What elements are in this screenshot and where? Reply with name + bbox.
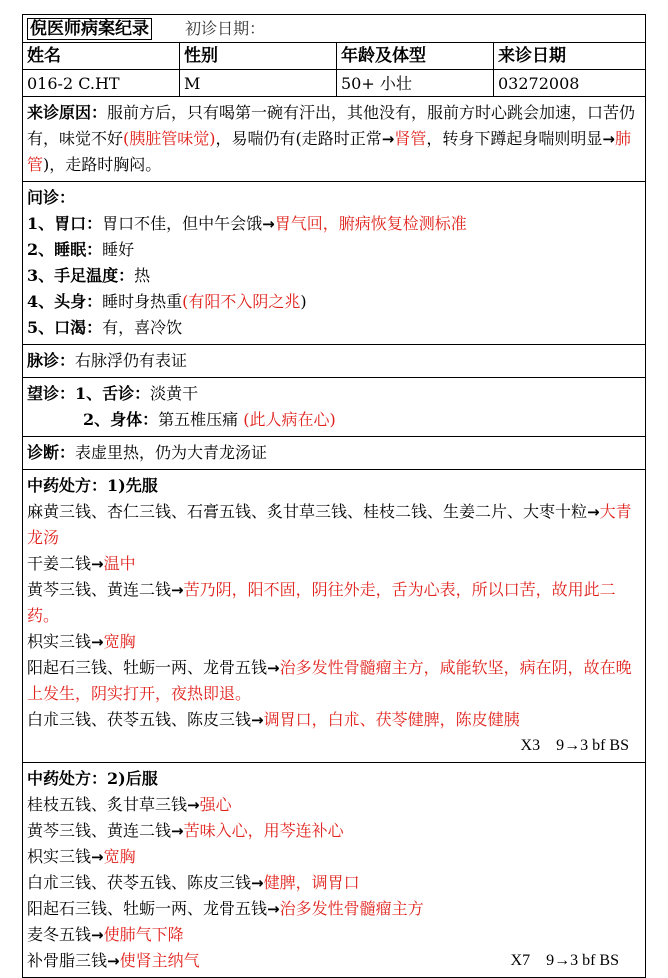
arrow-icon: →: [91, 848, 104, 866]
herb-text: 阳起石三钱、牡蛎一两、龙骨五钱: [27, 658, 268, 677]
arrow-icon: →: [587, 503, 600, 521]
prescription-item: [27, 499, 641, 551]
visit-reason-text: ，转身下蹲起身喘则明显: [426, 129, 603, 148]
inquiry-item-label: 1、胃口：: [27, 214, 103, 233]
inquiry-item-text: 有，喜冷饮: [102, 318, 183, 337]
inquiry-item: [27, 289, 641, 315]
herb-note: 宽胸: [103, 632, 136, 651]
prescription-item: [27, 948, 641, 974]
pulse-text: 右脉浮仍有表证: [75, 351, 188, 370]
herb-text: 枳实三钱: [27, 847, 92, 866]
prescription-item: [27, 896, 641, 922]
header-sex: 性别: [180, 43, 337, 69]
arrow-icon: →: [187, 796, 200, 814]
table-header-row: [23, 43, 645, 70]
inquiry-item-text: 睡好: [102, 240, 135, 259]
herb-note: 强心: [199, 795, 232, 814]
inspection-section: [23, 378, 645, 437]
dosage-instruction: X3 9→3 bf BS: [520, 737, 629, 754]
value-sex: M: [180, 70, 337, 96]
visit-reason-note: 肺管: [27, 129, 631, 174]
visit-reason-section: [23, 97, 645, 182]
herb-note: 调胃口，白朮、茯苓健脾，陈皮健胰: [263, 710, 520, 729]
prescription-first-label: 中药处方：1)先服: [27, 476, 158, 495]
prescription-item: [27, 870, 641, 896]
herb-text: 白朮三钱、茯苓五钱、陈皮三钱: [27, 873, 252, 892]
prescription-item: [27, 844, 641, 870]
medical-record-sheet: [22, 14, 646, 978]
visit-reason-note: (胰脏管味觉): [123, 129, 216, 148]
arrow-icon: →: [91, 926, 104, 944]
herb-text: 黄芩三钱、黄连二钱: [27, 821, 172, 840]
inquiry-item-label: 5、口渴：: [27, 318, 103, 337]
herb-note: 治多发性骨髓瘤主方: [279, 899, 424, 918]
first-visit-date-label: 初诊日期：: [185, 19, 266, 38]
header-age: 年龄及体型: [337, 43, 494, 69]
prescription-item: [27, 551, 641, 577]
prescription-second-label: 中药处方：2)后服: [27, 769, 158, 788]
herb-note: 使肾主纳气: [119, 951, 200, 970]
prescription-item: [27, 792, 641, 818]
prescription-item: [27, 577, 641, 629]
visit-reason-text: ，易喘仍有(走路时正常: [215, 129, 382, 148]
inquiry-item-label: 2、睡眠：: [27, 240, 103, 259]
herb-text: 干姜二钱: [27, 554, 92, 573]
arrow-icon: →: [267, 900, 280, 918]
herb-note: 健脾，调胃口: [263, 873, 360, 892]
herb-text: 白朮三钱、茯苓五钱、陈皮三钱: [27, 710, 252, 729]
inquiry-item: [27, 263, 641, 289]
visit-reason-text: )，走路时胸闷。: [43, 155, 162, 174]
inquiry-item-label: 4、头身：: [27, 292, 103, 311]
herb-text: 阳起石三钱、牡蛎一两、龙骨五钱: [27, 899, 268, 918]
prescription-item: [27, 707, 641, 733]
prescription-second: [23, 763, 645, 977]
pulse-label: 脉诊：: [27, 351, 76, 370]
body-label: 2、身体：: [83, 410, 159, 429]
arrow-icon: →: [381, 130, 395, 148]
arrow-icon: →: [267, 659, 280, 677]
value-date: 03272008: [498, 74, 580, 93]
herb-note: 苦乃阴，阳不固，阴往外走，舌为心表，所以口苦，故用此二药。: [27, 580, 616, 625]
arrow-icon: →: [91, 633, 104, 651]
arrow-icon: →: [171, 822, 184, 840]
diagnosis-label: 诊断：: [27, 443, 76, 462]
body-text: 第五椎压痛: [158, 410, 244, 429]
arrow-icon: →: [91, 555, 104, 573]
inquiry-item-text: 睡时身热重: [102, 292, 183, 311]
inquiry-item-label: 3、手足温度：: [27, 266, 135, 285]
inquiry-item: [27, 315, 641, 341]
herb-text: 补骨脂三钱: [27, 951, 108, 970]
prescription-first: [23, 470, 645, 763]
inquiry-item-text: 胃口不佳，但中午会饿: [102, 214, 263, 233]
prescription-item: [27, 629, 641, 655]
inquiry-section: [23, 182, 645, 345]
value-age: 50+ 小壮: [337, 70, 494, 96]
visit-reason-note: 肾管: [394, 129, 427, 148]
arrow-icon: →: [251, 874, 264, 892]
herb-text: 枳实三钱: [27, 632, 92, 651]
diagnosis-text: 表虚里热，仍为大青龙汤证: [75, 443, 268, 462]
arrow-icon: →: [262, 215, 275, 233]
herb-note: 治多发性骨髓瘤主方，咸能软坚，病在阴，故在晚上发生，阴实打开，夜热即退。: [27, 658, 632, 703]
arrow-icon: →: [602, 130, 615, 148]
tongue-text: 淡黄干: [150, 384, 199, 403]
herb-note: 苦味入心，用芩连补心: [183, 821, 344, 840]
prescription-item: [27, 922, 641, 948]
arrow-icon: →: [251, 711, 264, 729]
header-date: 来诊日期: [498, 46, 566, 66]
visit-reason-label: 来诊原因：: [27, 103, 108, 122]
diagnosis-section: [23, 437, 645, 470]
inspection-label: 望诊：: [27, 384, 76, 403]
herb-text: 麦冬五钱: [27, 925, 92, 944]
pulse-section: [23, 345, 645, 378]
inquiry-item: [27, 211, 641, 237]
herb-text: 桂枝五钱、炙甘草三钱: [27, 795, 188, 814]
dosage-instruction: X7 9→3 bf BS: [510, 952, 619, 969]
value-name: 016-2 C.HT: [23, 70, 180, 96]
herb-note: 大青龙汤: [27, 502, 632, 547]
arrow-icon: →: [107, 952, 120, 970]
tongue-label: 1、舌诊：: [75, 384, 151, 403]
inquiry-item-note: (有阳不入阴之兆: [182, 292, 301, 311]
inquiry-item: [27, 237, 641, 263]
title-row: [23, 15, 645, 43]
visit-reason-text: 服前方后，只有喝第一碗有汗出，其他没有，服前方时心跳会加速，口苦仍有，味觉不好: [27, 103, 636, 148]
inquiry-item-text: 热: [134, 266, 151, 285]
herb-note: 宽胸: [103, 847, 136, 866]
prescription-item: [27, 655, 641, 707]
inquiry-item-note: 胃气回，腑病恢复检测标准: [274, 214, 467, 233]
herb-text: 麻黄三钱、杏仁三钱、石膏五钱、炙甘草三钱、桂枝二钱、生姜二片、大枣十粒: [27, 502, 588, 521]
inquiry-label: 问诊：: [27, 188, 76, 207]
header-name: 姓名: [23, 43, 180, 69]
record-title: 倪医师病案纪录: [27, 18, 152, 40]
herb-note: 温中: [103, 554, 136, 573]
herb-text: 黄芩三钱、黄连二钱: [27, 580, 172, 599]
herb-note: 使肺气下降: [103, 925, 184, 944]
prescription-item: [27, 818, 641, 844]
table-value-row: [23, 70, 645, 97]
body-note: (此人病在心): [243, 410, 336, 429]
arrow-icon: →: [171, 581, 184, 599]
inquiry-item-text: ): [300, 292, 307, 311]
